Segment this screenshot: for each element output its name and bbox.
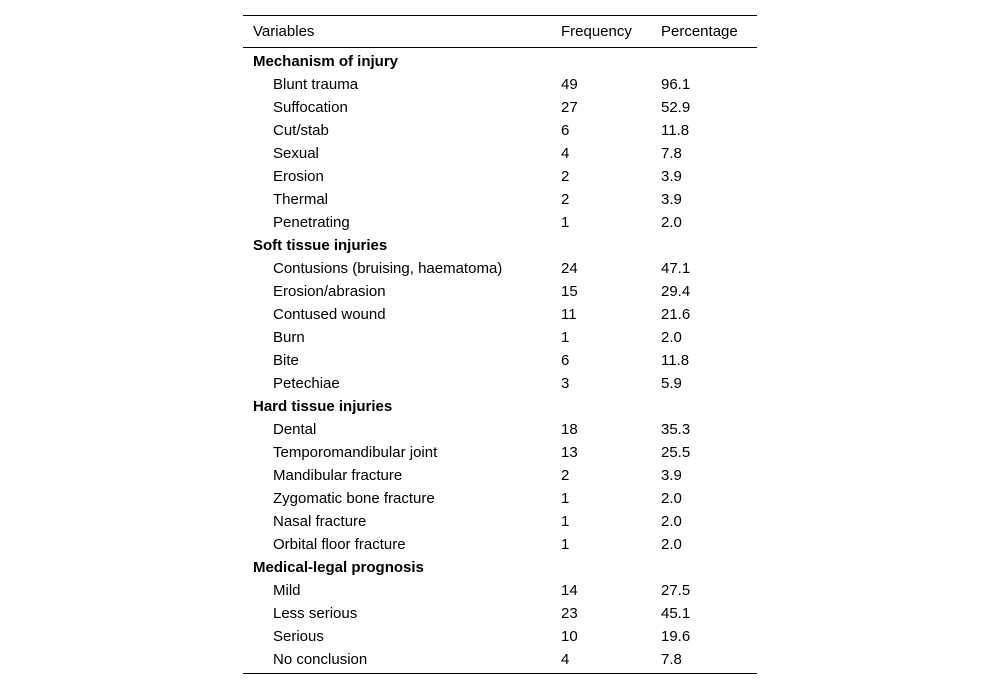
row-percentage: 7.8: [661, 145, 682, 162]
row-frequency: 2: [561, 191, 570, 208]
row-percentage: 2.0: [661, 214, 682, 231]
table-row: [243, 303, 757, 326]
row-label: Erosion: [273, 168, 324, 185]
table-row: [243, 119, 757, 142]
row-percentage: 29.4: [661, 283, 691, 300]
row-frequency: 1: [561, 513, 570, 530]
table-row: [243, 142, 757, 165]
row-frequency: 14: [561, 582, 578, 599]
row-frequency: 2: [561, 467, 570, 484]
row-label: Contused wound: [273, 306, 386, 323]
row-label: Sexual: [273, 145, 319, 162]
row-label: Erosion/abrasion: [273, 283, 386, 300]
row-frequency: 49: [561, 76, 578, 93]
header-frequency: Frequency: [561, 23, 632, 40]
category-row: [243, 48, 757, 74]
table-row: [243, 257, 757, 280]
row-label: Temporomandibular joint: [273, 444, 438, 461]
table-row: [243, 510, 757, 533]
header-row: [243, 16, 757, 48]
category-title: Hard tissue injuries: [253, 398, 393, 415]
table-row: [243, 372, 757, 395]
row-frequency: 11: [561, 306, 577, 323]
table-row: [243, 349, 757, 372]
row-label: Mild: [273, 582, 301, 599]
table-row: [243, 188, 757, 211]
injury-table: [243, 15, 757, 673]
row-frequency: 10: [561, 628, 578, 645]
row-label: Petechiae: [273, 375, 340, 392]
injury-table-container: [243, 15, 757, 674]
row-percentage: 7.8: [661, 651, 682, 668]
row-frequency: 6: [561, 352, 570, 369]
row-frequency: 1: [561, 536, 570, 553]
row-percentage: 11.8: [661, 352, 690, 369]
row-percentage: 2.0: [661, 329, 682, 346]
row-label: Orbital floor fracture: [273, 536, 406, 553]
row-percentage: 3.9: [661, 467, 682, 484]
row-label: Penetrating: [273, 214, 350, 231]
table-row: [243, 165, 757, 188]
row-percentage: 2.0: [661, 490, 682, 507]
header-percentage: Percentage: [661, 23, 738, 40]
row-percentage: 27.5: [661, 582, 691, 599]
row-percentage: 2.0: [661, 513, 682, 530]
row-frequency: 18: [561, 421, 578, 438]
row-frequency: 24: [561, 260, 578, 277]
table-row: [243, 326, 757, 349]
table-row: [243, 602, 757, 625]
row-frequency: 4: [561, 145, 570, 162]
row-frequency: 4: [561, 651, 570, 668]
row-label: Mandibular fracture: [273, 467, 403, 484]
table-row: [243, 211, 757, 234]
category-title: Medical-legal prognosis: [253, 559, 424, 576]
row-frequency: 13: [561, 444, 578, 461]
row-label: Thermal: [273, 191, 329, 208]
row-frequency: 6: [561, 122, 570, 139]
header-variables: Variables: [253, 23, 315, 40]
row-label: Nasal fracture: [273, 513, 367, 530]
category-row: [243, 395, 757, 418]
row-percentage: 35.3: [661, 421, 691, 438]
row-percentage: 5.9: [661, 375, 682, 392]
row-frequency: 3: [561, 375, 570, 392]
bottom-rule: [243, 673, 757, 674]
row-label: Zygomatic bone fracture: [273, 490, 435, 507]
table-body: [243, 48, 757, 674]
row-percentage: 19.6: [661, 628, 691, 645]
table-header: [243, 16, 757, 48]
row-label: Contusions (bruising, haematoma): [273, 260, 503, 277]
row-label: Burn: [273, 329, 305, 346]
row-frequency: 1: [561, 490, 570, 507]
table-row: [243, 648, 757, 673]
row-label: Bite: [273, 352, 299, 369]
table-row: [243, 533, 757, 556]
row-percentage: 3.9: [661, 168, 682, 185]
row-percentage: 2.0: [661, 536, 682, 553]
row-percentage: 25.5: [661, 444, 691, 461]
row-frequency: 1: [561, 329, 570, 346]
row-percentage: 3.9: [661, 191, 682, 208]
category-title: Mechanism of injury: [253, 53, 399, 70]
row-frequency: 27: [561, 99, 578, 116]
table-row: [243, 73, 757, 96]
category-row: [243, 556, 757, 579]
table-row: [243, 96, 757, 119]
row-label: Suffocation: [273, 99, 348, 116]
row-percentage: 47.1: [661, 260, 691, 277]
table-row: [243, 579, 757, 602]
row-frequency: 15: [561, 283, 578, 300]
table-row: [243, 464, 757, 487]
row-frequency: 23: [561, 605, 578, 622]
category-row: [243, 234, 757, 257]
row-percentage: 52.9: [661, 99, 691, 116]
row-frequency: 1: [561, 214, 570, 231]
table-row: [243, 418, 757, 441]
row-label: Blunt trauma: [273, 76, 359, 93]
row-frequency: 2: [561, 168, 570, 185]
category-title: Soft tissue injuries: [253, 237, 388, 254]
table-row: [243, 625, 757, 648]
table-row: [243, 280, 757, 303]
row-percentage: 21.6: [661, 306, 691, 323]
row-label: Dental: [273, 421, 317, 438]
row-percentage: 45.1: [661, 605, 691, 622]
row-label: Serious: [273, 628, 324, 645]
table-row: [243, 487, 757, 510]
row-label: No conclusion: [273, 651, 368, 668]
table-row: [243, 441, 757, 464]
row-label: Less serious: [273, 605, 358, 622]
row-percentage: 96.1: [661, 76, 691, 93]
row-label: Cut/stab: [273, 122, 329, 139]
row-percentage: 11.8: [661, 122, 690, 139]
